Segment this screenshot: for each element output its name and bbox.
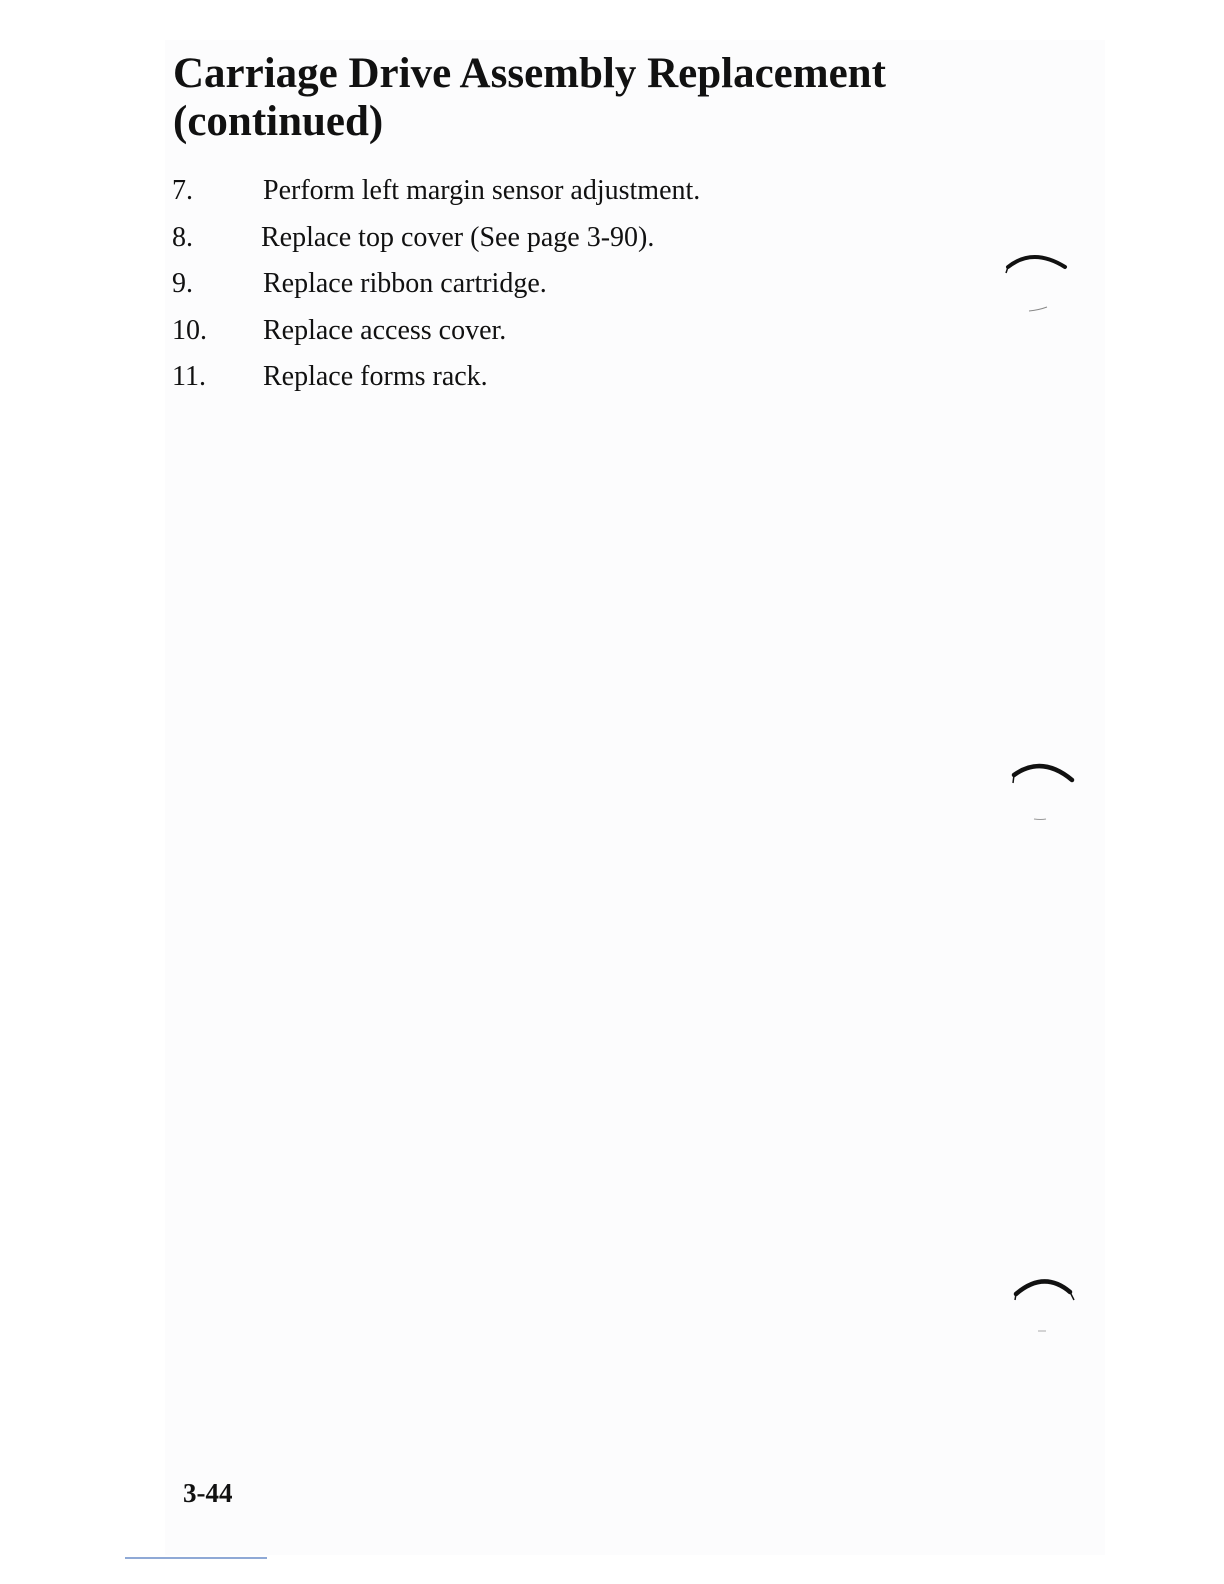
step-number: 10. [172, 314, 207, 346]
binder-hole-icon [1012, 1270, 1082, 1340]
step-text: Replace access cover. [263, 314, 507, 346]
page-title [173, 50, 886, 146]
page-number: 3-44 [183, 1478, 233, 1508]
binder-hole-icon [1003, 245, 1073, 315]
title-line-1: Carriage Drive Assembly Replacement [173, 50, 886, 97]
step-number: 9. [172, 268, 193, 299]
step-text: Perform left margin sensor adjustment. [263, 175, 701, 206]
step-text: Replace forms rack. [263, 361, 488, 392]
step-text: Replace ribbon cartridge. [263, 268, 547, 299]
step-number: 7. [172, 175, 193, 206]
step-text: Replace top cover (See page 3-90). [261, 221, 655, 253]
step-number: 11. [172, 361, 206, 392]
step-number: 8. [172, 221, 193, 253]
bottom-rule [125, 1557, 267, 1559]
binder-hole-icon [1010, 755, 1080, 825]
title-line-2: (continued) [173, 98, 384, 145]
